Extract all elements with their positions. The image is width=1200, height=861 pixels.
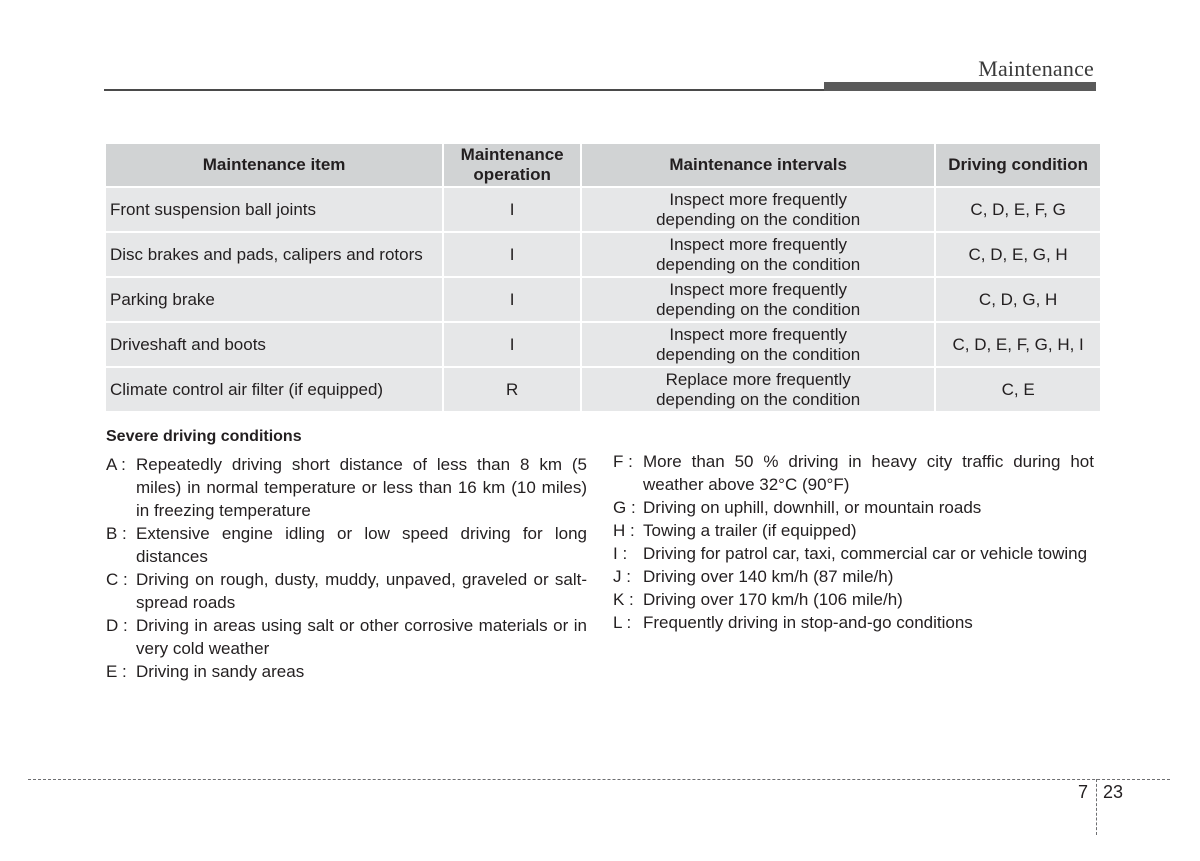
cell-interval bbox=[582, 368, 934, 411]
conditions-list-left bbox=[106, 453, 587, 683]
list-item bbox=[106, 453, 587, 522]
condition-letter: F : bbox=[613, 452, 633, 471]
condition-letter: A : bbox=[106, 455, 126, 474]
condition-letter: H : bbox=[613, 521, 635, 540]
condition-text: More than 50 % driving in heavy city traffic during hot weather above 32°C (90°F) bbox=[643, 452, 1094, 494]
list-item bbox=[106, 614, 587, 660]
condition-text: Driving in sandy areas bbox=[136, 662, 305, 681]
list-item bbox=[106, 568, 587, 614]
cell-item: Driveshaft and boots bbox=[106, 323, 442, 366]
condition-text: Towing a trailer (if equipped) bbox=[643, 521, 857, 540]
list-item bbox=[613, 519, 1094, 542]
table-row bbox=[106, 323, 1100, 366]
cell-item: Disc brakes and pads, calipers and rotors bbox=[106, 233, 442, 276]
cell-operation: I bbox=[444, 323, 580, 366]
interval-line2: depending on the condition bbox=[656, 389, 861, 409]
cell-item: Parking brake bbox=[106, 278, 442, 321]
chapter-number: 7 bbox=[1078, 782, 1089, 802]
condition-text: Repeatedly driving short distance of less than 8 km (5 miles) in normal temperature or less than 16 km (10 miles) in freezing temperature bbox=[136, 455, 587, 520]
cell-interval bbox=[582, 188, 934, 231]
interval-line2: depending on the condition bbox=[656, 254, 861, 274]
cell-interval bbox=[582, 278, 934, 321]
condition-text: Frequently driving in stop-and-go conditions bbox=[643, 613, 973, 632]
condition-letter: L : bbox=[613, 613, 632, 632]
list-item bbox=[613, 542, 1094, 565]
header-accent-bar bbox=[824, 82, 1096, 91]
footer-rule bbox=[28, 779, 1170, 780]
cell-condition: C, D, E, F, G bbox=[936, 188, 1100, 231]
condition-text: Driving on rough, dusty, muddy, unpaved, graveled or salt-spread roads bbox=[136, 570, 587, 612]
section-title: Maintenance bbox=[978, 56, 1094, 81]
cell-operation: I bbox=[444, 188, 580, 231]
list-item bbox=[613, 565, 1094, 588]
cell-condition: C, D, E, F, G, H, I bbox=[936, 323, 1100, 366]
header-maintenance-item: Maintenance item bbox=[106, 144, 442, 186]
condition-text: Driving over 170 km/h (106 mile/h) bbox=[643, 590, 903, 609]
interval-line1: Inspect more frequently bbox=[669, 234, 847, 254]
footer-divider bbox=[1096, 779, 1097, 835]
condition-text: Driving over 140 km/h (87 mile/h) bbox=[643, 567, 894, 586]
cell-condition: C, E bbox=[936, 368, 1100, 411]
cell-condition: C, D, G, H bbox=[936, 278, 1100, 321]
list-item bbox=[613, 496, 1094, 519]
interval-line1: Inspect more frequently bbox=[669, 324, 847, 344]
cell-interval bbox=[582, 233, 934, 276]
condition-letter: B : bbox=[106, 524, 127, 543]
header-rule bbox=[104, 89, 824, 91]
maintenance-table bbox=[104, 142, 1102, 413]
severe-conditions-title: Severe driving conditions bbox=[106, 428, 302, 445]
conditions-list-right bbox=[613, 450, 1094, 634]
interval-line2: depending on the condition bbox=[656, 209, 861, 229]
list-item bbox=[106, 522, 587, 568]
condition-text: Driving for patrol car, taxi, commercial car or vehicle towing bbox=[643, 544, 1088, 563]
condition-text: Driving on uphill, downhill, or mountain roads bbox=[643, 498, 982, 517]
table-row bbox=[106, 368, 1100, 411]
cell-interval bbox=[582, 323, 934, 366]
table-row bbox=[106, 233, 1100, 276]
condition-text: Driving in areas using salt or other corrosive materials or in very cold weather bbox=[136, 616, 587, 658]
condition-letter: D : bbox=[106, 616, 128, 635]
condition-letter: G : bbox=[613, 498, 636, 517]
interval-line1: Inspect more frequently bbox=[669, 279, 847, 299]
condition-letter: K : bbox=[613, 590, 634, 609]
condition-letter: E : bbox=[106, 662, 127, 681]
cell-item: Front suspension ball joints bbox=[106, 188, 442, 231]
cell-operation: I bbox=[444, 278, 580, 321]
list-item bbox=[613, 450, 1094, 496]
header-maintenance-operation: Maintenance operation bbox=[444, 144, 580, 186]
interval-line2: depending on the condition bbox=[656, 299, 861, 319]
table-header-row bbox=[106, 144, 1100, 186]
condition-text: Extensive engine idling or low speed driving for long distances bbox=[136, 524, 587, 566]
header-maintenance-intervals: Maintenance intervals bbox=[582, 144, 934, 186]
list-item bbox=[613, 588, 1094, 611]
cell-item: Climate control air filter (if equipped) bbox=[106, 368, 442, 411]
interval-line2: depending on the condition bbox=[656, 344, 861, 364]
list-item bbox=[106, 660, 587, 683]
cell-operation: R bbox=[444, 368, 580, 411]
table-row bbox=[106, 188, 1100, 231]
condition-letter: C : bbox=[106, 570, 128, 589]
table-row bbox=[106, 278, 1100, 321]
list-item bbox=[613, 611, 1094, 634]
cell-condition: C, D, E, G, H bbox=[936, 233, 1100, 276]
condition-letter: J : bbox=[613, 567, 631, 586]
header-driving-condition: Driving condition bbox=[936, 144, 1100, 186]
page-number: 23 bbox=[1103, 782, 1124, 802]
condition-letter: I : bbox=[613, 544, 628, 563]
interval-line1: Inspect more frequently bbox=[669, 189, 847, 209]
cell-operation: I bbox=[444, 233, 580, 276]
interval-line1: Replace more frequently bbox=[665, 369, 851, 389]
